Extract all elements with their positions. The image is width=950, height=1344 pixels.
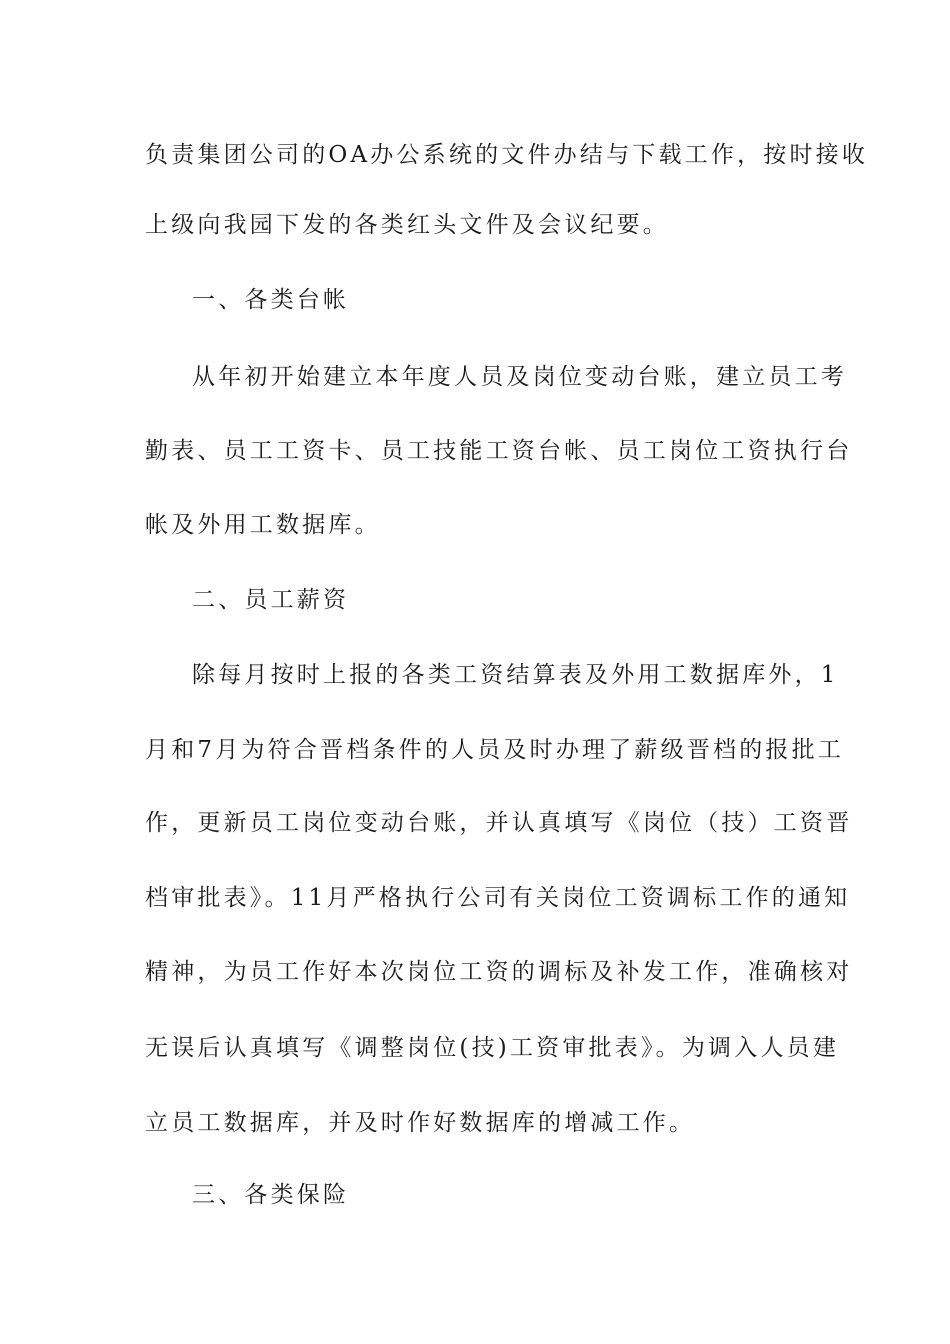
paragraph-line: 月和7月为符合晋档条件的人员及时办理了薪级晋档的报批工 bbox=[145, 737, 845, 763]
paragraph-line: 帐及外用工数据库。 bbox=[145, 512, 381, 538]
paragraph-line: 负责集团公司的OA办公系统的文件办结与下载工作，按时接收 bbox=[145, 142, 869, 168]
paragraph-line: 上级向我园下发的各类红头文件及会议纪要。 bbox=[145, 212, 669, 238]
paragraph-line: 从年初开始建立本年度人员及岗位变动台账，建立员工考 bbox=[192, 364, 847, 390]
paragraph-line: 除每月按时上报的各类工资结算表及外用工数据库外，1 bbox=[192, 662, 839, 688]
paragraph-line: 档审批表》。11月严格执行公司有关岗位工资调标工作的通知 bbox=[145, 885, 851, 911]
section-heading: 二、员工薪资 bbox=[192, 587, 350, 613]
paragraph-line: 作，更新员工岗位变动台账，并认真填写《岗位（技）工资晋 bbox=[145, 810, 853, 836]
paragraph-line: 无误后认真填写《调整岗位(技)工资审批表》。为调入人员建 bbox=[145, 1035, 840, 1061]
paragraph-line: 精神，为员工作好本次岗位工资的调标及补发工作，准确核对 bbox=[145, 959, 853, 985]
paragraph-line: 立员工数据库，并及时作好数据库的增减工作。 bbox=[145, 1110, 696, 1136]
section-heading: 三、各类保险 bbox=[192, 1182, 350, 1208]
section-heading: 一、各类台帐 bbox=[192, 287, 350, 313]
paragraph-line: 勤表、员工工资卡、员工技能工资台帐、员工岗位工资执行台 bbox=[145, 438, 853, 464]
